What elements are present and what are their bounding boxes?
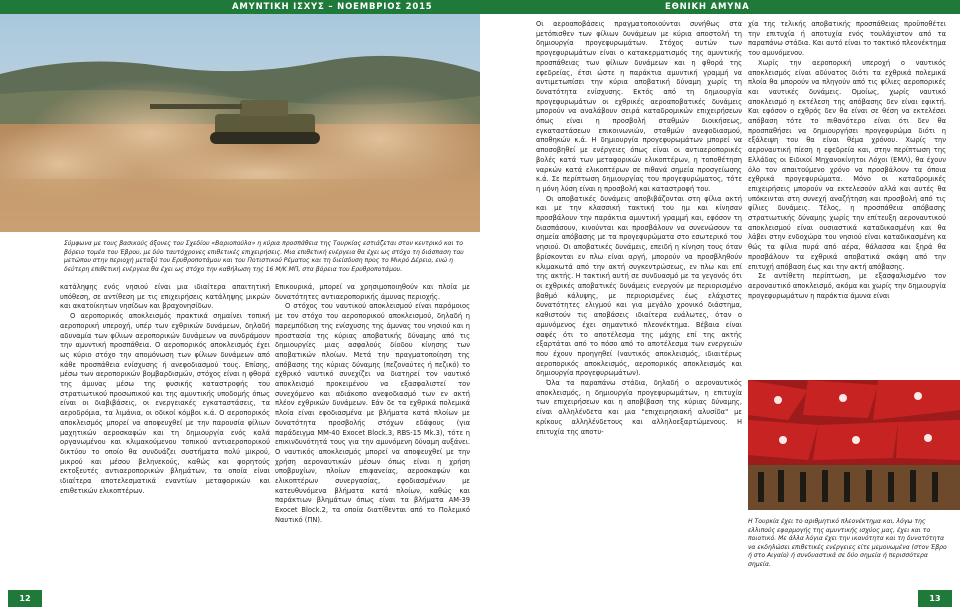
- left-page-number: 12: [8, 590, 42, 607]
- right-photo-caption: Η Τουρκία έχει το αριθμητικό πλεονέκτημα και, λόγω της ελλιπούς εφαρμογής της αμυντικής ισχύος μας, έχει και το ποιοτικό. Με άλλα λόγια έχει την ικανότητα και τη δυνατότητα να εκδηλώσει επιθετικές ενέργειες είτε μεμονωμένα (στον Έβρο ή στο Αιγαίο) ή συνδυαστικά σε δύο σημεία ή περισσότερα σημεία.: [748, 518, 947, 568]
- left-col1-para-2: Ο αεροπορικός αποκλεισμός πρακτικά σημαίνει τοπική αεροπορική υπεροχή, υπέρ των εχθρικών δυνάμεων, δηλαδή αδυναμία των φίλιων αεροπορικών δυνάμεων να συνδράμουν την αμυντική προσπάθεια. Ο αεροπορικός αποκλεισμός έχει ως κύριο στόχο την απομόνωση των φίλιων δυνάμεων από κάθε προσπάθεια ενίσχυσης ή ανεφοδιασμού τους. Επίσης, μέσω των αεροπορικών βομβαρδισμών, στόχος είναι η φθορά της άμυνας μέσω της φυσικής καταστροφής του στρατιωτικού προσωπικού και της αμυντικής υποδομής όπως είναι οι διαβιβάσεις, οι ενεργειακές εγκαταστάσεις, τα αεροδρόμια, τα λιμάνια, οι οδικοί κόμβοι κ.ά. Ο αεροπορικός αποκλεισμός μπορεί να αποφευχθεί με την παρουσία φίλιων μαχητικών αεροσκαφών και τη δημιουργία ενός καλά οργανωμένου και κλιμακούμενου τοπικού αντιαεροπορικού δικτύου το οποίο θα συνδυάζει συστήματα πολύ μικρού, μικρού και μέσου βεληνεκούς, καθώς και φορητούς εκτοξευτές αντιαεροπορικών βλημάτων, τα οποία είναι ιδιαίτερα αποτελεσματικά εναντίων μεταφορικών και επιθετικών ελικοπτέρων.: [60, 312, 270, 495]
- right-col1-para-1: Οι αεροαποβάσεις πραγματοποιούνται συνήθως στα μετόπισθεν των φίλιων δυνάμεων με κύρια αποστολή τη δημιουργία προγεφυρωμάτων. Στόχος αυτών των προγεφυρωμάτων είναι ο κατακερματισμός της αμυντικής προσπάθειας των φίλιων δυνάμεων και η φθορά της εφεδρείας, έτσι ώστε η παράκτια αμυντική γραμμή να αντιμετωπίσει την κύρια αποβατική δύναμη χωρίς τη δυνατότητα ενίσχυσης. Εκτός από τη δημιουργία προγεφυρωμάτων οι εχθρικές αεροαποβατικές δυνάμεις μπορούν να αναλάβουν σειρά καταδρομικών επιχειρήσεων όπως είναι η προσβολή σταθμών διοικήσεως, εγκαταστάσεων επικοινωνιών, σταθμών ανεφοδιασμού, αποθηκών κ.ά. Η δημιουργία προγεφυρωμάτων μπορεί να αποσοβηθεί με ενέργειες όπως είναι οι αντιαεροπορικές βολές κατά των μεταφορικών ελικοπτέρων, η τοποθέτηση ναρκών κατά ελικοπτέρων σε πιθανά σημεία προσγείωσης κ.ά. Σε περίπτωση δημιουργίας του προγεφυρώματος, τότε η μόνη λύση είναι η προσβολή και καταστροφή του.: [536, 20, 742, 193]
- right-col2-para-3: Σε αντίθετη περίπτωση, με εξασφαλισμένο τον αεροναυτικό αποκλεισμό, ακόμα και χωρίς την δημιουργία προγεφυρωμάτων η παράκτια άμυνα είναι: [748, 272, 946, 300]
- flags-parade-image: [748, 380, 960, 510]
- right-col2-para-1: χία της τελικής αποβατικής προσπάθειας προϋποθέτει την επιτυχία ή αποτυχία ενός τουλάχιστον από τα παραπάνω στάδια. Και αυτό είναι το τακτικό πλεονέκτημα του αμυνόμενου.: [748, 20, 946, 58]
- left-column-2: [275, 283, 470, 583]
- right-page: [480, 0, 960, 607]
- left-column-1: [60, 283, 270, 583]
- left-page-header-text: ΑΜΥΝΤΙΚΗ ΙΣΧΥΣ – ΝΟΕΜΒΡΙΟΣ 2015: [232, 2, 433, 12]
- tank-photo: [0, 14, 480, 232]
- right-column-2: [748, 20, 946, 376]
- left-col2-para-1: Επικουρικά, μπορεί να χρησιμοποιηθούν και πλοία με δυνατότητες αντιαεροπορικής άμυνας περιοχής.: [275, 283, 470, 301]
- left-photo-caption: Σύμφωνα με τους βασικούς άξονες του Σχεδίου «Βαριοπούλα» η κύρια προσπάθεια της Τουρκίας εστιάζεται στον κεντρικό και το βόρειο τομέα του Έβρου, με δύο ταυτόχρονες επιθετικές επιχειρήσεις. Μια επιθετική ενέργεια θα έχει ως στόχο τη διάσπαση του μετώπου στην περιοχή μεταξύ του Ερυθροποτάμου και του Ποτιστικού Ρέματος και τη διείσδυση προς το Μικρό Δέρειο, ενώ η δεύτερη επιθετική ενέργεια θα έχει ως στόχο την καθήλωση της 16 Μ/Κ ΜΠ, στα βόρεια του Ερυθροποτάμου.: [64, 240, 464, 273]
- tank-photo-image: [0, 14, 480, 232]
- right-page-header-text: ΕΘΝΙΚΗ ΑΜΥΝΑ: [665, 2, 750, 12]
- right-page-number: 13: [918, 590, 952, 607]
- left-col2-para-2: Ο στόχος του ναυτικού αποκλεισμού είναι παρόμοιος με τον στόχο του αεροπορικού αποκλεισμού, δηλαδή η παρεμπόδιση της ενίσχυσης της άμυνας του νησιού και η προστασία της κύριας αποβατικής δύναμης από τις δημιουργίες μιας ασφαλούς δίοδου κίνησης των αποβατικών πλοίων. Μετά την πραγματοποίηση της απόβασης της κύριας δύναμης (πεζοναύτες ή πεζικό) το εχθρικό ναυτικό συνεχίζει να διατηρεί τον ναυτικό αποκλεισμό προκειμένου να εξασφαλιστεί τον συνεχόμενο και αδιάκοπο ανεφοδιασμό των εν ακτή πλέον εχθρικών δυνάμεων. Εάν δε τα εχθρικά πολεμικά πλοία είναι εφοδιασμένα με βλήματα κατά πλοίων με δυνατότητα προσβολής στόχων εδάφους (για παράδειγμα MM-40 Exocet Block.3, RBS-15 Mk.3), τότε η επικινδυνότητά τους για την αμυνόμενη δύναμη αυξάνει. Ο ναυτικός αποκλεισμός μπορεί να αποφευχθεί με την χρήση αεροναυτικών μέσων όπως είναι η χρήση υποβρυχίων, πλοίων επιφανείας, αεροσκαφών και ελικοπτέρων συνεργασίας, εφοδιασμένων με κατευθυνόμενα βλήματα κατά πλοίων, καθώς και παράκτιων βλημάτων όπως είναι τα βλήματα AM-39 Exocet Block.2, τα οποία διατίθενται από το Πολεμικό Ναυτικό (ΠΝ).: [275, 302, 470, 524]
- left-page-header: [0, 0, 480, 14]
- flags-parade-photo: [748, 380, 960, 510]
- right-column-1: [536, 20, 742, 585]
- left-col1-para-1: κατάληψης ενός νησιού είναι μια ιδιαίτερα απαιτητική υπόθεση, σε αντίθεση με τις επιχειρήσεις κατάληψης μικρών και ακατοίκητων νησίδων και βραχονησίδων.: [60, 283, 270, 311]
- right-col2-para-2: Χωρίς την αεροπορική υπεροχή ο ναυτικός αποκλεισμός είναι αδύνατος διότι τα εχθρικά πολεμικά πλοία θα μπορούν να πληγούν από τις φίλιες αεροπορικές και ναυτικές δυνάμεις. Ομοίως, χωρίς ναυτικό αποκλεισμό η εκτέλεση της απόβασης δεν είναι εφικτή. Και εφόσον ο εχθρός δεν θα είναι σε θέση να εκτελέσει απόβαση τότε το πιθανότερο είναι ότι δεν θα προσπαθήσει να δημιουργήσει προγεφυρώμα διότι η εξάλειψη του θα είναι θέμα χρόνου. Χωρίς την αεροναυτική πίεση η εφεδρεία και, στην περίπτωση της Ελλάδας οι Ειδικοί Μηχανοκίνητοι Λόχοι (ΕΜΛ), θα έχουν όλο τον απαιτούμενο χρόνο να προσβάλουν τα όποια εχθρικά προγεφυρώματα. Μόνο οι καταδρομικές επιχειρήσεις μπορούν να εκτελεσούν αλλά και αυτές θα υπόκεινται στη συνεχή αναζήτηση και προσβολή από τις φίλιες δυνάμεις. Τέλος, η προσπάθεια απόβασης στρατιωτικής δύναμης χωρίς την επίτευξη αεροναυτικού αποκλεισμού είναι ουσιαστικά καταδικασμένη και θα λάβει στην ενδοχώρα του νησιού είναι καταδικασμένη κα θώς τα φίλια πυρά από αέρα, θάλασσα και ξηρά θα προσβάλουν τα εχθρικά αποβατικά σκάφη από την επιτυχή απόβαση έως και την ακτή απόβασης.: [748, 58, 946, 271]
- right-col1-para-2: Οι αποβατικές δυνάμεις αποβιβάζονται στη φίλια ακτή και με την κλασσική τακτική του ημ και κίνησαν προσβάλουν την παράκτια αμυντική γραμμή και, εφόσον τη διασπάσουν, κινούνται και προσβάλουν να συνενώσουν τα σημεία απόβασης με τα προγεφυρώματα στο εσωτερικό του νησιού. Οι αποβατικές δυνάμεις, επειδή η κίνηση τους όταν βρίσκονται εν πλω είναι αργή, μπορούν να προσβληθούν κλιμακωτά από την ακτή συγκεντρώσεως, εν πλω και επί της ακτής. Η τακτική αυτή σε συνδυασμό με τα γεγονός ότι οι εχθρικές αποβατικές δυνάμεις ενεργούν με περιορισμένο βαθμό κάλυψης, με περιορισμένες έως ελάχιστες δυνατότητες ελιγμού και για μεγάλο χρονικό διάστημα, καθιστούν τις αποβάσεις ιδιαίτερα ευάλωτες, όταν ο αμυνόμενος έχει σημαντικό πλεονέκτημα. Βέβαια είναι σαφές ότι το αποτέλεσμα της μάχης επί της ακτής εξαρτάται από το πόσο από το αποτέλεσμα των ενεργειών που έχουν προηγηθεί (ναυτικός αποκλεισμός, ιδιαιτέρως αεροπορικός αποκλεισμός, αεροπορικός αποκλεισμός και δημιουργία προγεφυρωμάτων).: [536, 194, 742, 378]
- right-page-header: [480, 0, 960, 14]
- right-col1-para-3: Όλα τα παραπάνω στάδια, δηλαδή ο αεροναυτικός αποκλεισμός, η δημιουργία προγεφυρωμάτων, η επιτυχία των επιχειρήσεων και η αποβίβαση της κύριας δύναμης, είναι αλληλένδετα και μια "επιχειρησιακή αλυσίδα" με κρίκους αλληλένδετους και αλληλοεξαρτώμενους. Η επιτυχία της αποτυ-: [536, 379, 742, 436]
